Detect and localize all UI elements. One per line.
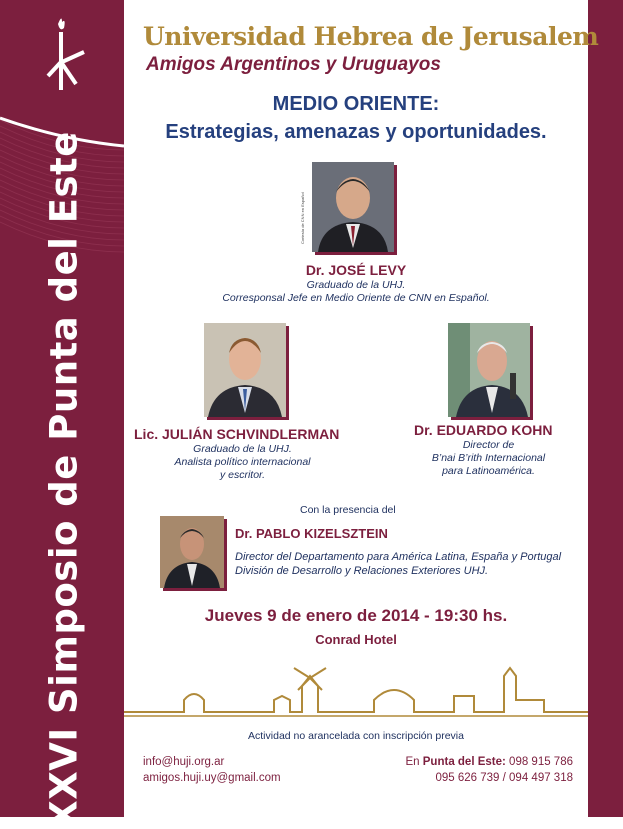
photo-eduardo-kohn [448, 323, 530, 417]
side-title: XXVI Simposio de Punta del Este [42, 131, 86, 829]
photo-julian-schvindlerman [204, 323, 286, 417]
presence-desc-1: Director del Departamento para América Latina, España y Portugal [235, 551, 562, 563]
contact-phones [405, 754, 573, 786]
headline-line-1: MEDIO ORIENTE: [272, 93, 440, 115]
contact-phone-2: 095 626 739 / 094 497 318 [435, 772, 573, 784]
phone-1: 098 915 786 [509, 756, 573, 768]
speaker-desc-kohn-1: Director de [462, 439, 515, 451]
contact-emails [143, 754, 281, 786]
contact-phone-line-1 [405, 754, 573, 770]
speaker-name-levy: Dr. JOSÉ LEVY [305, 262, 407, 278]
photo-credit: Cortesía de CNN en Español [300, 192, 305, 244]
activity-note: Actividad no arancelada con inscripción previa [248, 730, 464, 742]
university-name: Universidad Hebrea de Jerusalem [143, 22, 599, 51]
event-venue: Conrad Hotel [315, 632, 397, 647]
speaker-desc-schvindlerman-3: y escritor. [219, 469, 266, 481]
event-date: Jueves 9 de enero de 2014 - 19:30 hs. [204, 606, 508, 625]
presence-desc-2: División de Desarrollo y Relaciones Exteriores UHJ. [235, 565, 489, 577]
headline-line-2: Estrategias, amenazas y oportunidades. [165, 121, 547, 143]
huji-logo-icon [40, 14, 90, 98]
contact-email-1[interactable]: info@huji.org.ar [143, 756, 225, 768]
speaker-desc-levy-1: Graduado de la UHJ. [306, 279, 406, 291]
portrait-image [448, 323, 530, 417]
portrait-image [312, 162, 394, 252]
portrait-image [204, 323, 286, 417]
right-band [588, 0, 623, 817]
speaker-desc-schvindlerman-2: Analista político internacional [174, 456, 311, 468]
speaker-desc-levy-2: Corresponsal Jefe en Medio Oriente de CNN en Español. [222, 292, 490, 304]
speaker-desc-schvindlerman-1: Graduado de la UHJ. [193, 443, 292, 455]
contact-email-2[interactable]: amigos.huji.uy@gmail.com [143, 772, 281, 784]
speaker-name-schvindlerman: Lic. JULIÁN SCHVINDLERMAN [134, 426, 340, 442]
photo-pablo-kizelsztein [160, 516, 224, 588]
photo-jose-levy [312, 162, 394, 252]
speaker-desc-kohn-2: B’nai B’rith Internacional [431, 452, 546, 464]
presence-intro: Con la presencia del [300, 504, 396, 516]
university-subtitle: Amigos Argentinos y Uruguayos [146, 54, 441, 75]
phone-city: Punta del Este: [422, 756, 506, 768]
phone-prefix: En [405, 756, 420, 768]
portrait-image [160, 516, 224, 588]
jerusalem-skyline-icon [124, 660, 588, 722]
speaker-name-kohn: Dr. EDUARDO KOHN [414, 422, 553, 438]
presence-name: Dr. PABLO KIZELSZTEIN [235, 526, 388, 541]
speaker-desc-kohn-3: para Latinoamérica. [442, 465, 535, 477]
